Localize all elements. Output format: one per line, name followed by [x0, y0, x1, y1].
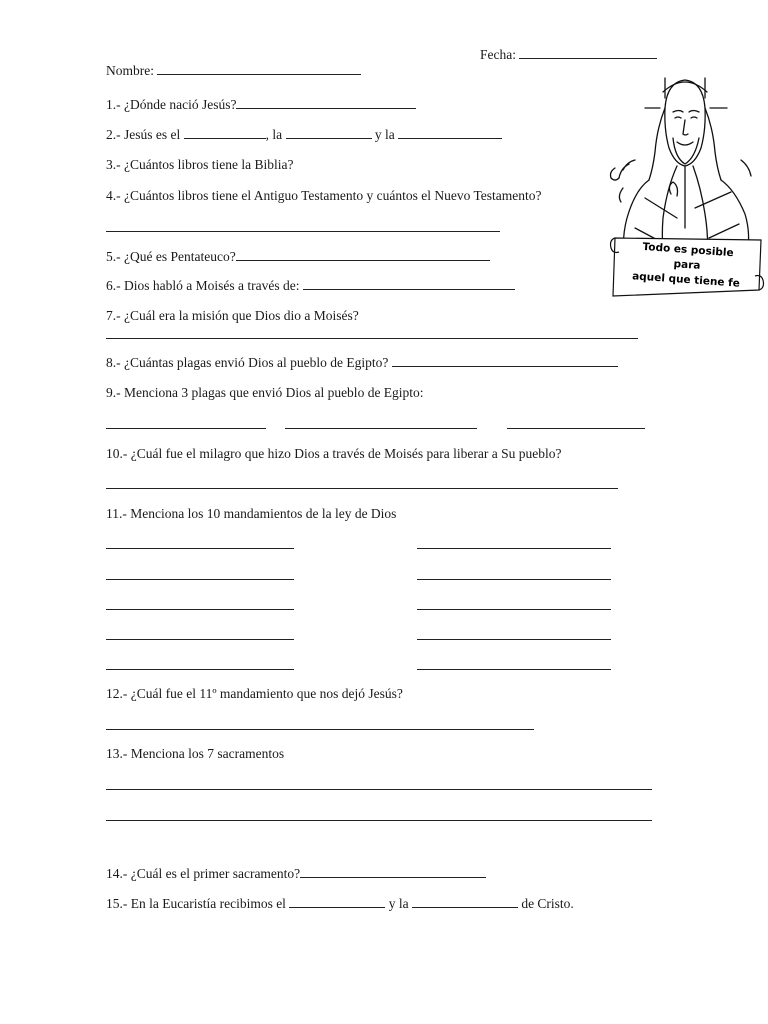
question-10	[106, 445, 561, 463]
answer-15b-blank[interactable]	[412, 895, 518, 908]
answer-5-blank[interactable]	[236, 248, 490, 261]
commandment-line-10[interactable]	[417, 669, 611, 670]
question-14	[106, 865, 486, 883]
question-14-text: 14.- ¿Cuál es el primer sacramento?	[106, 866, 301, 881]
question-6-text: 6.- Dios habló a Moisés a través de:	[106, 278, 300, 293]
answer-4-line[interactable]	[106, 231, 500, 232]
fecha-row	[480, 46, 657, 64]
question-13	[106, 745, 284, 763]
question-11-text: 11.- Menciona los 10 mandamientos de la ley de Dios	[106, 506, 397, 521]
question-10-text: 10.- ¿Cuál fue el milagro que hizo Dios a través de Moisés para liberar a Su pueblo?	[106, 446, 562, 461]
question-11	[106, 505, 396, 523]
question-5-text: 5.- ¿Qué es Pentateuco?	[106, 249, 236, 264]
question-1	[106, 96, 416, 114]
answer-9a-line[interactable]	[106, 428, 266, 429]
banner-line-2: aquel que tiene fe	[631, 270, 741, 290]
banner-line-1: Todo es posible para	[642, 240, 734, 272]
question-15-text-c: de Cristo.	[521, 896, 574, 911]
commandment-line-8[interactable]	[417, 639, 611, 640]
question-2-text-c: y la	[374, 127, 395, 142]
answer-2c-blank[interactable]	[398, 126, 502, 139]
commandment-line-4[interactable]	[417, 579, 611, 580]
question-3-text: 3.- ¿Cuántos libros tiene la Biblia?	[106, 157, 294, 172]
answer-9c-line[interactable]	[507, 428, 645, 429]
question-1-text: 1.- ¿Dónde nació Jesús?	[106, 97, 237, 112]
answer-2b-blank[interactable]	[286, 126, 372, 139]
answer-10-line[interactable]	[106, 488, 618, 489]
question-15-text-b: y la	[388, 896, 409, 911]
commandment-line-3[interactable]	[106, 579, 294, 580]
commandment-line-1[interactable]	[106, 548, 294, 549]
question-2	[106, 126, 502, 144]
answer-2a-blank[interactable]	[184, 126, 266, 139]
question-12	[106, 685, 403, 703]
answer-7-line[interactable]	[106, 338, 638, 339]
question-4	[106, 187, 542, 205]
question-6	[106, 277, 515, 295]
answer-13-line-2[interactable]	[106, 820, 652, 821]
answer-6-blank[interactable]	[303, 277, 515, 290]
question-13-text: 13.- Menciona los 7 sacramentos	[106, 746, 285, 761]
question-7	[106, 307, 359, 325]
commandment-line-9[interactable]	[106, 669, 294, 670]
question-15-text-a: 15.- En la Eucaristía recibimos el	[106, 896, 286, 911]
faith-banner	[627, 239, 748, 292]
commandment-line-6[interactable]	[417, 609, 611, 610]
nombre-row	[106, 62, 361, 80]
question-15	[106, 895, 574, 913]
question-8-text: 8.- ¿Cuántas plagas envió Dios al pueblo de Egipto?	[106, 355, 389, 370]
nombre-blank[interactable]	[157, 62, 361, 75]
question-3	[106, 156, 293, 174]
question-2-text-a: 2.- Jesús es el	[106, 127, 181, 142]
question-9-text: 9.- Menciona 3 plagas que envió Dios al pueblo de Egipto:	[106, 385, 424, 400]
answer-1-blank[interactable]	[236, 96, 416, 109]
commandment-line-7[interactable]	[106, 639, 294, 640]
question-9	[106, 384, 424, 402]
answer-8-blank[interactable]	[392, 354, 618, 367]
nombre-label: Nombre:	[106, 63, 154, 78]
answer-14-blank[interactable]	[300, 865, 486, 878]
commandment-line-5[interactable]	[106, 609, 294, 610]
answer-9b-line[interactable]	[285, 428, 477, 429]
question-8	[106, 354, 618, 372]
answer-13-line-1[interactable]	[106, 789, 652, 790]
question-4-text: 4.- ¿Cuántos libros tiene el Antiguo Testamento y cuántos el Nuevo Testamento?	[106, 188, 542, 203]
question-12-text: 12.- ¿Cuál fue el 11º mandamiento que nos dejó Jesús?	[106, 686, 403, 701]
question-2-text-b: , la	[265, 127, 283, 142]
answer-15a-blank[interactable]	[289, 895, 385, 908]
commandment-line-2[interactable]	[417, 548, 611, 549]
question-7-text: 7.- ¿Cuál era la misión que Dios dio a Moisés?	[106, 308, 359, 323]
fecha-label: Fecha:	[480, 47, 516, 62]
question-5	[106, 248, 490, 266]
answer-12-line[interactable]	[106, 729, 534, 730]
fecha-blank[interactable]	[519, 46, 657, 59]
